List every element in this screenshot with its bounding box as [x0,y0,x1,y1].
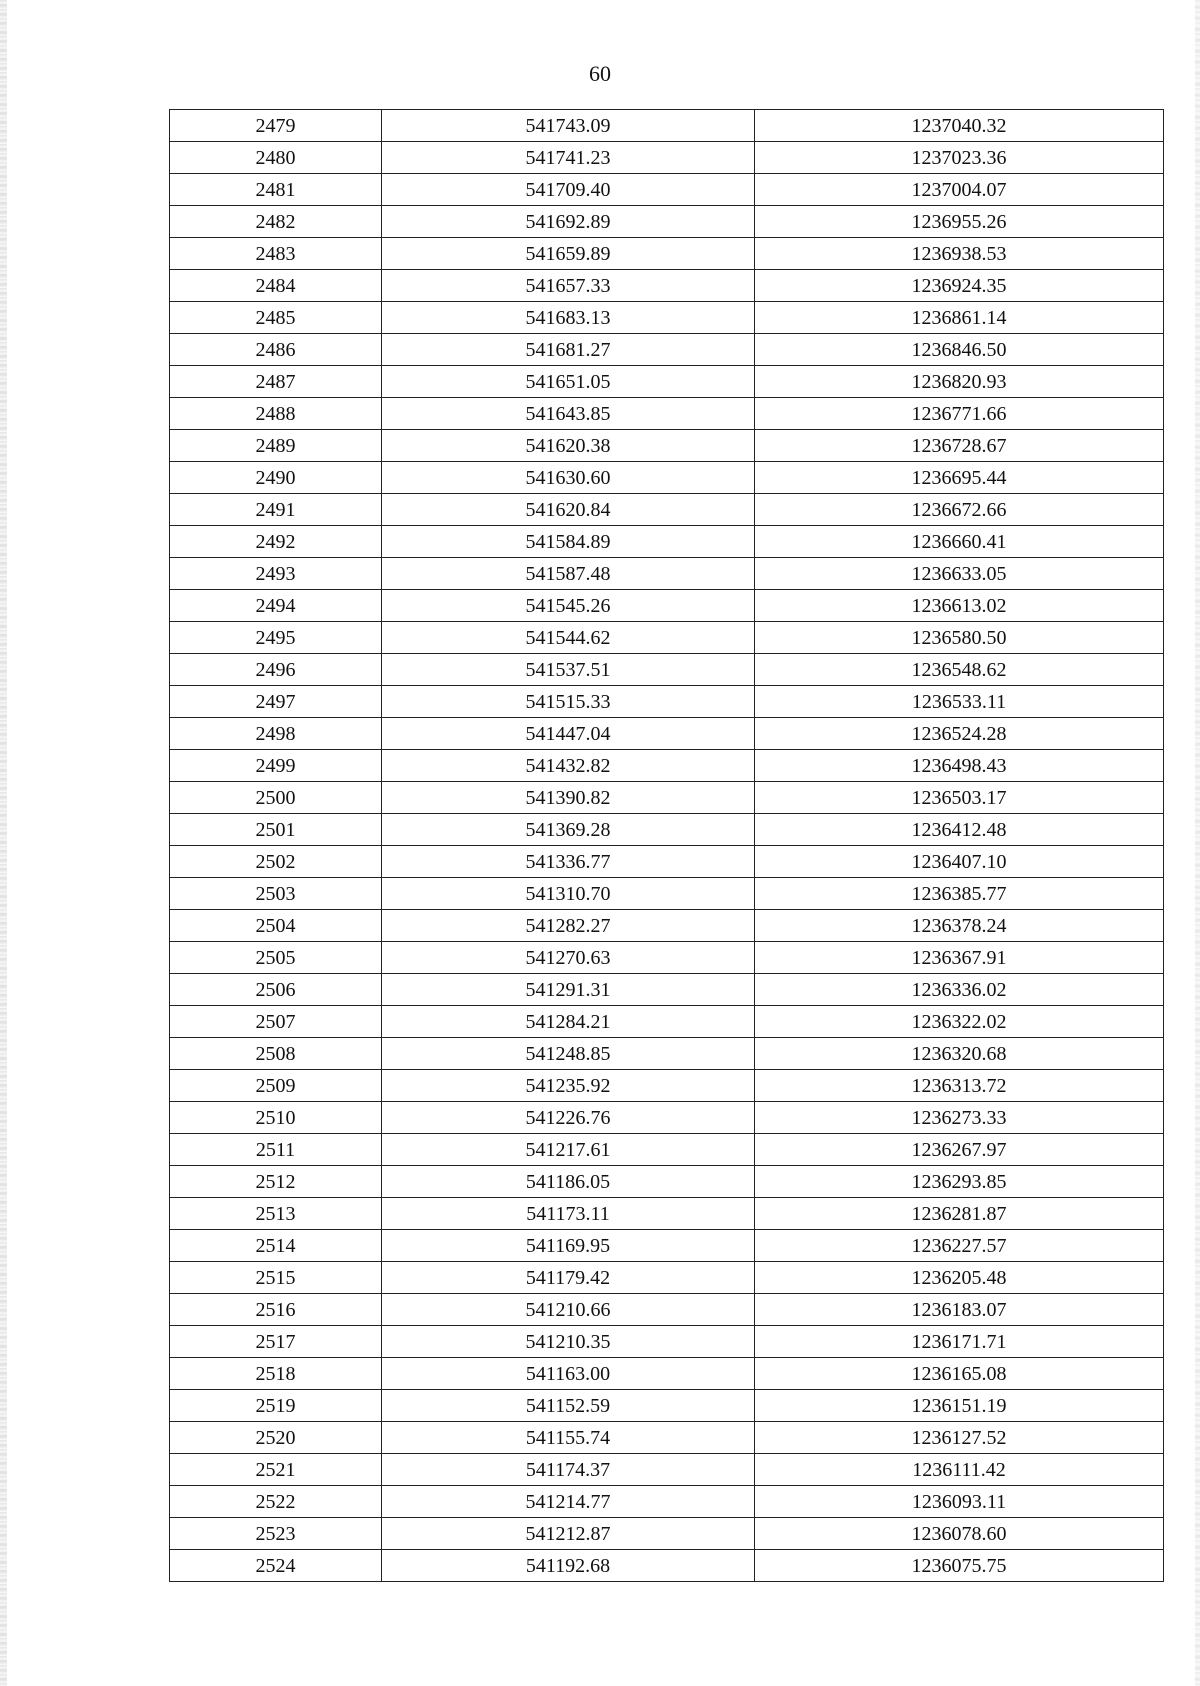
point-number-cell: 2500 [170,782,382,814]
y-coordinate-cell: 1236336.02 [755,974,1164,1006]
y-coordinate-cell: 1236320.68 [755,1038,1164,1070]
table-row [170,1134,1164,1166]
point-number-cell: 2520 [170,1422,382,1454]
table-row [170,526,1164,558]
y-coordinate-cell: 1236633.05 [755,558,1164,590]
coordinates-table [169,109,1164,1582]
y-coordinate-cell: 1236613.02 [755,590,1164,622]
table-row [170,1550,1164,1582]
x-coordinate-cell: 541447.04 [382,718,755,750]
y-coordinate-cell: 1236385.77 [755,878,1164,910]
x-coordinate-cell: 541270.63 [382,942,755,974]
x-coordinate-cell: 541284.21 [382,1006,755,1038]
point-number-cell: 2523 [170,1518,382,1550]
y-coordinate-cell: 1236151.19 [755,1390,1164,1422]
table-row [170,430,1164,462]
point-number-cell: 2480 [170,142,382,174]
y-coordinate-cell: 1236695.44 [755,462,1164,494]
x-coordinate-cell: 541210.35 [382,1326,755,1358]
x-coordinate-cell: 541163.00 [382,1358,755,1390]
y-coordinate-cell: 1236938.53 [755,238,1164,270]
table-row [170,206,1164,238]
point-number-cell: 2487 [170,366,382,398]
x-coordinate-cell: 541537.51 [382,654,755,686]
x-coordinate-cell: 541217.61 [382,1134,755,1166]
y-coordinate-cell: 1236313.72 [755,1070,1164,1102]
x-coordinate-cell: 541390.82 [382,782,755,814]
x-coordinate-cell: 541743.09 [382,110,755,142]
table-row [170,142,1164,174]
y-coordinate-cell: 1236273.33 [755,1102,1164,1134]
point-number-cell: 2504 [170,910,382,942]
point-number-cell: 2512 [170,1166,382,1198]
point-number-cell: 2510 [170,1102,382,1134]
y-coordinate-cell: 1236171.71 [755,1326,1164,1358]
table-row [170,1262,1164,1294]
point-number-cell: 2518 [170,1358,382,1390]
table-row [170,1422,1164,1454]
x-coordinate-cell: 541683.13 [382,302,755,334]
x-coordinate-cell: 541369.28 [382,814,755,846]
table-row [170,1326,1164,1358]
y-coordinate-cell: 1236293.85 [755,1166,1164,1198]
table-row [170,1038,1164,1070]
table-row [170,1006,1164,1038]
table-row [170,494,1164,526]
table-row [170,942,1164,974]
x-coordinate-cell: 541515.33 [382,686,755,718]
x-coordinate-cell: 541152.59 [382,1390,755,1422]
x-coordinate-cell: 541210.66 [382,1294,755,1326]
table-row [170,1166,1164,1198]
x-coordinate-cell: 541620.38 [382,430,755,462]
x-coordinate-cell: 541587.48 [382,558,755,590]
table-row [170,1486,1164,1518]
point-number-cell: 2498 [170,718,382,750]
point-number-cell: 2511 [170,1134,382,1166]
point-number-cell: 2488 [170,398,382,430]
y-coordinate-cell: 1236672.66 [755,494,1164,526]
x-coordinate-cell: 541192.68 [382,1550,755,1582]
table-row [170,654,1164,686]
x-coordinate-cell: 541545.26 [382,590,755,622]
x-coordinate-cell: 541282.27 [382,910,755,942]
point-number-cell: 2501 [170,814,382,846]
point-number-cell: 2506 [170,974,382,1006]
point-number-cell: 2524 [170,1550,382,1582]
table-row [170,750,1164,782]
y-coordinate-cell: 1236227.57 [755,1230,1164,1262]
table-row [170,238,1164,270]
x-coordinate-cell: 541291.31 [382,974,755,1006]
y-coordinate-cell: 1236955.26 [755,206,1164,238]
x-coordinate-cell: 541432.82 [382,750,755,782]
x-coordinate-cell: 541336.77 [382,846,755,878]
y-coordinate-cell: 1236846.50 [755,334,1164,366]
x-coordinate-cell: 541155.74 [382,1422,755,1454]
x-coordinate-cell: 541630.60 [382,462,755,494]
table-row [170,462,1164,494]
point-number-cell: 2494 [170,590,382,622]
y-coordinate-cell: 1236524.28 [755,718,1164,750]
scan-edge-right [1195,0,1200,1686]
point-number-cell: 2492 [170,526,382,558]
y-coordinate-cell: 1237040.32 [755,110,1164,142]
y-coordinate-cell: 1237004.07 [755,174,1164,206]
point-number-cell: 2497 [170,686,382,718]
y-coordinate-cell: 1236580.50 [755,622,1164,654]
point-number-cell: 2484 [170,270,382,302]
y-coordinate-cell: 1236548.62 [755,654,1164,686]
x-coordinate-cell: 541214.77 [382,1486,755,1518]
y-coordinate-cell: 1236093.11 [755,1486,1164,1518]
table-row [170,1358,1164,1390]
point-number-cell: 2496 [170,654,382,686]
point-number-cell: 2493 [170,558,382,590]
x-coordinate-cell: 541681.27 [382,334,755,366]
point-number-cell: 2489 [170,430,382,462]
point-number-cell: 2516 [170,1294,382,1326]
table-row [170,302,1164,334]
table-row [170,846,1164,878]
table-row [170,558,1164,590]
y-coordinate-cell: 1236078.60 [755,1518,1164,1550]
table-row [170,110,1164,142]
y-coordinate-cell: 1236075.75 [755,1550,1164,1582]
y-coordinate-cell: 1236728.67 [755,430,1164,462]
y-coordinate-cell: 1236183.07 [755,1294,1164,1326]
table-row [170,782,1164,814]
x-coordinate-cell: 541643.85 [382,398,755,430]
y-coordinate-cell: 1236281.87 [755,1198,1164,1230]
x-coordinate-cell: 541226.76 [382,1102,755,1134]
y-coordinate-cell: 1236412.48 [755,814,1164,846]
y-coordinate-cell: 1236660.41 [755,526,1164,558]
x-coordinate-cell: 541248.85 [382,1038,755,1070]
x-coordinate-cell: 541657.33 [382,270,755,302]
point-number-cell: 2514 [170,1230,382,1262]
page-number: 60 [589,61,611,86]
point-number-cell: 2482 [170,206,382,238]
y-coordinate-cell: 1236367.91 [755,942,1164,974]
point-number-cell: 2507 [170,1006,382,1038]
x-coordinate-cell: 541692.89 [382,206,755,238]
table-row [170,270,1164,302]
table-row [170,1102,1164,1134]
y-coordinate-cell: 1236771.66 [755,398,1164,430]
point-number-cell: 2495 [170,622,382,654]
point-number-cell: 2508 [170,1038,382,1070]
point-number-cell: 2491 [170,494,382,526]
x-coordinate-cell: 541186.05 [382,1166,755,1198]
x-coordinate-cell: 541544.62 [382,622,755,654]
table-row [170,1390,1164,1422]
x-coordinate-cell: 541173.11 [382,1198,755,1230]
scan-edge-left [0,0,7,1686]
point-number-cell: 2509 [170,1070,382,1102]
x-coordinate-cell: 541169.95 [382,1230,755,1262]
y-coordinate-cell: 1236407.10 [755,846,1164,878]
x-coordinate-cell: 541212.87 [382,1518,755,1550]
table-row [170,878,1164,910]
y-coordinate-cell: 1236127.52 [755,1422,1164,1454]
x-coordinate-cell: 541659.89 [382,238,755,270]
point-number-cell: 2481 [170,174,382,206]
x-coordinate-cell: 541310.70 [382,878,755,910]
y-coordinate-cell: 1236111.42 [755,1454,1164,1486]
x-coordinate-cell: 541584.89 [382,526,755,558]
point-number-cell: 2499 [170,750,382,782]
y-coordinate-cell: 1236533.11 [755,686,1164,718]
point-number-cell: 2485 [170,302,382,334]
table-row [170,814,1164,846]
y-coordinate-cell: 1236205.48 [755,1262,1164,1294]
point-number-cell: 2490 [170,462,382,494]
coordinates-table-body [170,110,1164,1582]
table-row [170,1230,1164,1262]
table-row [170,1294,1164,1326]
x-coordinate-cell: 541235.92 [382,1070,755,1102]
x-coordinate-cell: 541741.23 [382,142,755,174]
y-coordinate-cell: 1236165.08 [755,1358,1164,1390]
point-number-cell: 2505 [170,942,382,974]
table-row [170,590,1164,622]
y-coordinate-cell: 1236820.93 [755,366,1164,398]
table-row [170,174,1164,206]
table-row [170,686,1164,718]
y-coordinate-cell: 1237023.36 [755,142,1164,174]
y-coordinate-cell: 1236378.24 [755,910,1164,942]
point-number-cell: 2486 [170,334,382,366]
table-row [170,974,1164,1006]
y-coordinate-cell: 1236498.43 [755,750,1164,782]
table-row [170,334,1164,366]
point-number-cell: 2521 [170,1454,382,1486]
table-row [170,1518,1164,1550]
point-number-cell: 2483 [170,238,382,270]
x-coordinate-cell: 541179.42 [382,1262,755,1294]
point-number-cell: 2513 [170,1198,382,1230]
table-row [170,1070,1164,1102]
table-row [170,1454,1164,1486]
x-coordinate-cell: 541709.40 [382,174,755,206]
x-coordinate-cell: 541651.05 [382,366,755,398]
point-number-cell: 2503 [170,878,382,910]
x-coordinate-cell: 541174.37 [382,1454,755,1486]
table-row [170,366,1164,398]
table-row [170,910,1164,942]
point-number-cell: 2502 [170,846,382,878]
point-number-cell: 2519 [170,1390,382,1422]
x-coordinate-cell: 541620.84 [382,494,755,526]
point-number-cell: 2479 [170,110,382,142]
table-row [170,398,1164,430]
table-row [170,622,1164,654]
point-number-cell: 2517 [170,1326,382,1358]
y-coordinate-cell: 1236267.97 [755,1134,1164,1166]
table-row [170,1198,1164,1230]
point-number-cell: 2515 [170,1262,382,1294]
y-coordinate-cell: 1236322.02 [755,1006,1164,1038]
y-coordinate-cell: 1236861.14 [755,302,1164,334]
point-number-cell: 2522 [170,1486,382,1518]
y-coordinate-cell: 1236503.17 [755,782,1164,814]
y-coordinate-cell: 1236924.35 [755,270,1164,302]
table-row [170,718,1164,750]
